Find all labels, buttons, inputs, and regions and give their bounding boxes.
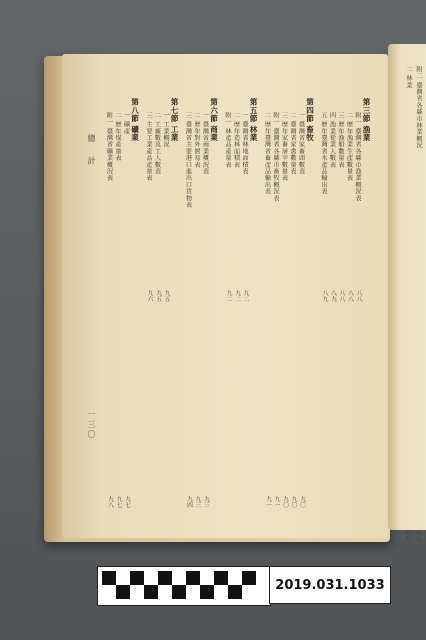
checker-cell xyxy=(144,585,158,599)
facing-item: 二 林業 xyxy=(405,66,412,89)
facing-num: 八八 xyxy=(414,530,420,543)
checker-cell xyxy=(172,571,186,585)
toc-page-number: 八八 xyxy=(346,290,353,303)
toc-item: 一 臺灣省家畜頭數表 xyxy=(297,112,305,175)
checker-cell xyxy=(102,585,116,599)
toc-page-number: 九四 xyxy=(185,496,192,509)
toc-item: 三 歷年家畜屠宰數量表 xyxy=(280,112,288,182)
toc-page-number: 八八 xyxy=(338,290,344,303)
checker-cell xyxy=(172,585,186,599)
checker-cell xyxy=(214,571,228,585)
calibration-strip xyxy=(97,566,271,606)
toc-item: 一 礦產 xyxy=(122,112,130,135)
toc-item: 二 歷年臺灣省畜產品輸出表 xyxy=(263,112,271,195)
checker-cell xyxy=(116,571,130,585)
toc-item: 二 工廠數及工人數表 xyxy=(153,112,161,175)
section-heading: 第八節 礦業 xyxy=(130,98,140,142)
checker-cell xyxy=(130,585,144,599)
checker-pattern xyxy=(102,571,266,599)
margin-label: 總 計 xyxy=(87,134,96,171)
checker-cell xyxy=(242,571,256,585)
toc-page-number: 九二 xyxy=(225,290,231,303)
section-heading: 第七節 工業 xyxy=(170,98,179,142)
toc-item: 附一 臺灣省各縣市漁業概況表 xyxy=(354,112,361,202)
toc-page-number: 九五 xyxy=(154,290,161,303)
toc-page-number: 九五 xyxy=(163,290,169,303)
section-heading: 第六節 商業 xyxy=(209,98,219,142)
checker-cell xyxy=(158,585,172,599)
checker-cell xyxy=(214,585,228,599)
toc-page-number: 九七 xyxy=(115,496,121,509)
facing-page-edge xyxy=(388,44,426,543)
toc-page-number: 九〇 xyxy=(281,496,288,509)
toc-item: 附一 林產品產量表 xyxy=(224,112,231,169)
checker-cell xyxy=(130,571,144,585)
checker-cell xyxy=(228,571,242,585)
toc-page-number: 九三 xyxy=(194,496,200,509)
toc-item: 附一 臺灣省礦業概況表 xyxy=(105,112,113,182)
toc-page-number: 九一 xyxy=(264,496,271,509)
toc-page-number: 九二 xyxy=(233,290,240,303)
checker-cell xyxy=(186,571,200,585)
toc-page-number: 九二 xyxy=(242,290,248,303)
toc-item: 二 歷年對外貿易表 xyxy=(193,112,200,169)
accession-label: 2019.031.1033 xyxy=(269,566,391,604)
checker-cell xyxy=(102,571,116,585)
section-heading: 第五節 林業 xyxy=(249,98,258,142)
checker-cell xyxy=(144,571,158,585)
checker-cell xyxy=(158,571,172,585)
checker-cell xyxy=(228,585,242,599)
toc-item: 四 漁業從業人數表 xyxy=(328,112,336,169)
toc-page-number: 八九 xyxy=(329,290,336,303)
toc-item: 三 主要工業產品產量表 xyxy=(145,112,152,182)
checker-cell xyxy=(186,585,200,599)
toc-item: 三 歷年漁船數量表 xyxy=(337,112,344,169)
toc-item: 附一 臺灣省各縣市畜牧概況表 xyxy=(272,112,279,202)
toc-item: 二 臺灣省家禽數量表 xyxy=(289,112,296,175)
toc-page-number: 九〇 xyxy=(298,496,305,509)
checker-cell xyxy=(242,585,256,599)
toc-item: 一 臺灣省商業概況表 xyxy=(201,112,209,175)
facing-item: 附二 臺灣省各縣市林業概況 xyxy=(415,66,422,149)
toc-page-number: 九三 xyxy=(202,496,209,509)
toc-item: 一 臺灣省林地面積表 xyxy=(241,112,248,175)
toc-item: 二 歷年煤產量表 xyxy=(114,112,121,162)
toc-page-number: 九一 xyxy=(273,496,279,509)
toc-page-number: 八八 xyxy=(355,290,361,303)
section-heading: 第四節 畜牧 xyxy=(305,98,315,142)
toc-item: 二 歷年造林面積表 xyxy=(232,112,240,169)
section-heading: 第三節 漁業 xyxy=(362,98,371,142)
toc-item: 三 臺灣省主要港口進出口貨物表 xyxy=(184,112,192,209)
facing-num: 八九 xyxy=(404,530,410,543)
toc-item: 一 工業概況 xyxy=(162,112,169,148)
toc-page-number: 九七 xyxy=(123,496,130,509)
toc-page-number: 八九 xyxy=(321,290,327,303)
toc-page-number: 九〇 xyxy=(290,496,296,509)
page-number: 一三〇 xyxy=(87,410,96,440)
checker-cell xyxy=(200,571,214,585)
toc-page-number: 九八 xyxy=(106,496,113,509)
checker-cell xyxy=(200,585,214,599)
toc-item: 二 歷年漁業生產數量表 xyxy=(345,112,353,182)
checker-cell xyxy=(116,585,130,599)
toc-item: 五 歷年臺灣省水產品輸出表 xyxy=(320,112,327,195)
toc-page-number: 九六 xyxy=(146,290,152,303)
